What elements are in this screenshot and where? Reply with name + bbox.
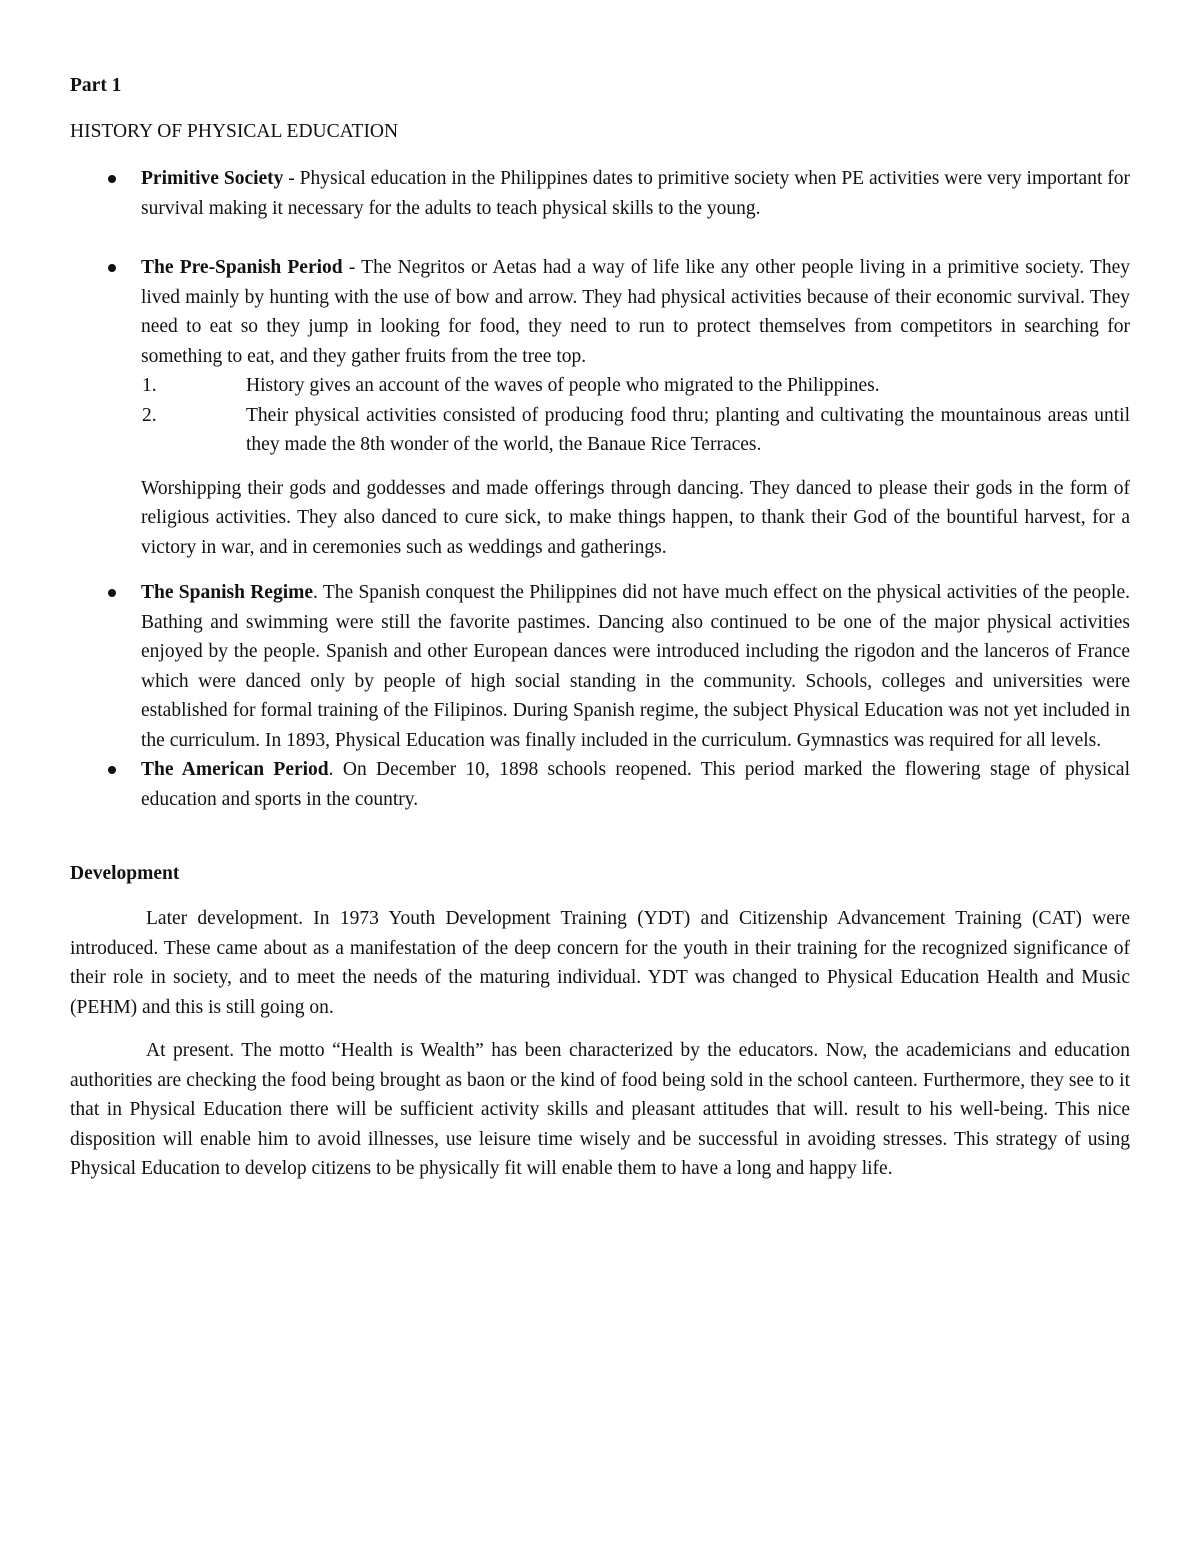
bullet-text: . The Spanish conquest the Philippines did not have much effect on the physical activities of the people. Bathing and swimming were still the favorite pastimes. Dancing also continued to be one of the major physical activities enjoyed by the people. Spanish and other European dances were introduced including the rigodon and the lanceros of France which were danced only by people of high social standing in the community. Schools, colleges and universities were established for formal training of the Filipinos. During Spanish regime, the subject Physical Education was not yet included in the curriculum. In 1893, Physical Education was finally included in the curriculum. Gymnastics was required for all levels.	[141, 582, 1130, 751]
item-number: 2.	[142, 404, 157, 426]
bullet-american-period	[70, 755, 1130, 814]
development-paragraph: Later development. In 1973 Youth Development Training (YDT) and Citizenship Advancement Training (CAT) were introduced. These came about as a manifestation of the deep concern for the youth in their training for the recognized significance of their role in society, and to meet the needs of the maturing individual. YDT was changed to Physical Education Health and Music (PEHM) and this is still going on.	[70, 908, 1130, 1018]
bullet-dot-icon	[108, 766, 116, 774]
numbered-sub-list	[141, 371, 1130, 460]
document-page	[70, 70, 1130, 1184]
bullet-dot-icon	[108, 264, 116, 272]
item-number: 1.	[142, 375, 157, 396]
worship-paragraph: Worshipping their gods and goddesses and made offerings through dancing. They danced to please their gods in the form of religious activities. They also danced to cure sick, to make things happen, to thank their God of the bountiful harvest, for a victory in war, and in ceremonies such as weddings and gatherings.	[141, 477, 1130, 558]
numbered-item	[70, 401, 1130, 460]
bullet-text: - The Negritos or Aetas had a way of life like any other people living in a primitive society. They lived mainly by hunting with the use of bow and arrow. They had physical activities because of their economic survival. They need to eat so they jump in looking for food, they need to run to protect themselves from competitors in searching for something to eat, and they gather fruits from the tree top.	[141, 257, 1130, 367]
bullet-primitive-society	[70, 164, 1130, 223]
bullet-text: - Physical education in the Philippines dates to primitive society when PE activities were very important for survival making it necessary for the adults to teach physical skills to the young.	[141, 168, 1131, 219]
document-title: HISTORY OF PHYSICAL EDUCATION	[70, 121, 399, 142]
item-text: Their physical activities consisted of producing food thru; planting and cultivating the mountainous areas until they made the 8th wonder of the world, the Banaue Rice Terraces.	[246, 404, 1130, 455]
bullet-term: The Pre-Spanish Period	[141, 257, 343, 278]
bullet-term: The Spanish Regime	[141, 582, 314, 603]
bullet-text: . On December 10, 1898 schools reopened. This period marked the flowering stage of physical education and sports in the country.	[141, 759, 1131, 810]
history-bullet-list	[70, 164, 1130, 814]
development-paragraph: At present. The motto “Health is Wealth” has been characterized by the educators. Now, the academicians and education authorities are checking the food being brought as baon or the kind of food being sold in the school canteen. Furthermore, they see to it that in Physical Education there will be sufficient activity skills and pleasant attitudes that will. result to his well-being. This nice disposition will enable him to avoid illnesses, use leisure time wisely and be successful in avoiding stresses. This strategy of using Physical Education to develop citizens to be physically fit will enable them to have a long and happy life.	[70, 1040, 1130, 1179]
bullet-dot-icon	[108, 589, 116, 597]
bullet-dot-icon	[108, 175, 116, 183]
bullet-spanish-regime	[70, 578, 1130, 755]
numbered-item	[70, 371, 1130, 401]
item-text: History gives an account of the waves of people who migrated to the Philippines.	[246, 375, 880, 396]
bullet-term: The American Period	[141, 759, 329, 780]
bullet-pre-spanish-period	[70, 253, 1130, 562]
development-heading: Development	[70, 863, 180, 884]
part-label: Part 1	[70, 75, 122, 96]
bullet-term: Primitive Society	[141, 168, 284, 189]
